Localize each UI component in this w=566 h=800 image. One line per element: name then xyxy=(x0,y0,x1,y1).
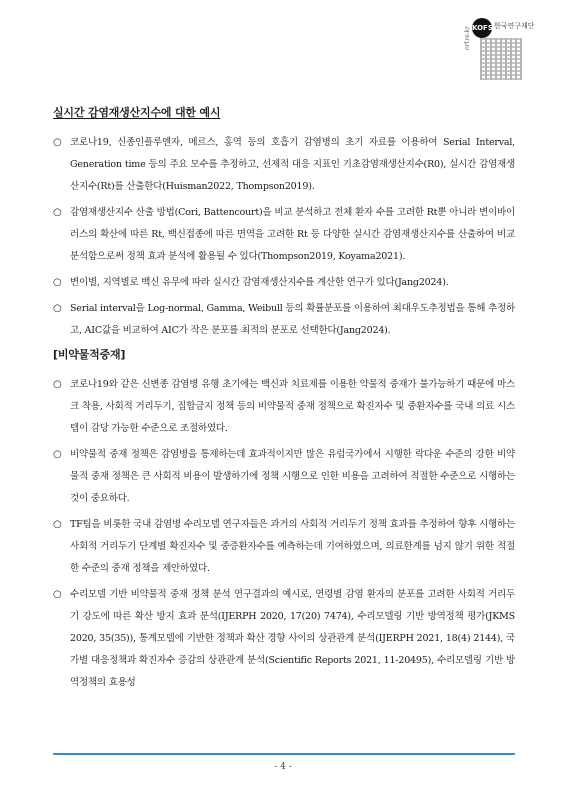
list-item-text: TF팀을 비롯한 국내 감염병 수리모델 연구자들은 과거의 사회적 거리두기 정책 효과를 추정하여 향후 시행하는 사회적 거리두기 단계별 확진자수 및 중증환자수를 예측하는데 기여하였으며, 의료한계를 넘지 않기 위한 적절한 수준의 중재 정책을 제안하였다. xyxy=(70,519,515,574)
bullet-icon: ○ xyxy=(53,379,62,390)
list-item xyxy=(53,132,515,198)
list-item-text: 수리모델 기반 비약물적 중재 정책 분석 연구결과의 예시로, 연령별 감염 환자의 분포를 고려한 사회적 거리두기 강도에 따른 확산 방지 효과 분석(IJERPH 2020, 17(20) 7474), 수리모델링 기반 방역정책 평가(JKMS 2020, 35(35)), 통계모델에 기반한 정책과 확산 경향 사이의 상관관계 분석(IJERPH 2021, 18(4) 2144), 국가별 대응정책과 확진자수 증감의 상관관계 분석(Scientific Reports 2021, 11-20495), 수리모델링 기반 방역정책의 효용성 xyxy=(70,589,515,688)
bullet-icon: ○ xyxy=(53,137,62,148)
org-name: 한국연구재단 xyxy=(494,22,535,30)
list-item-text: 코로나19, 신종인플루엔자, 메르스, 홍역 등의 호흡기 감염병의 초기 자료를 이용하여 Serial Interval, Generation time 등의 주요 모수를 추정하고, 선제적 대응 지표인 기초감염재생산지수(R0), 실시간 감염재생산지수(Rt)를 산출한다(Huisman2022, Thompson2019). xyxy=(70,137,515,192)
side-text: nrf.re.kr xyxy=(464,26,471,50)
list-item xyxy=(53,444,515,510)
list-item-text: 비약물적 중재 정책은 감염병을 통제하는데 효과적이지만 많은 유럽국가에서 시행한 락다운 수준의 강한 비약물적 중재 정책은 큰 사회적 비용이 발생하기에 정책 시행으로 인한 비용을 고려하여 적절한 수준으로 시행하는 것이 중요하다. xyxy=(70,449,515,504)
page-number: - 4 - xyxy=(274,762,292,772)
bullet-icon: ○ xyxy=(53,303,62,314)
bullet-icon: ○ xyxy=(53,519,62,530)
list-item xyxy=(53,272,515,294)
list-item xyxy=(53,298,515,342)
list-item-text: 변이별, 지역별로 백신 유무에 따라 실시간 감염재생산지수를 계산한 연구가 있다(Jang2024). xyxy=(70,277,449,288)
list-item xyxy=(53,514,515,580)
list-item-text: 감염재생산지수 산출 방법(Cori, Battencourt)을 비교 분석하고 전체 환자 수를 고려한 Rt뿐 아니라 변이바이러스의 확산에 따른 Rt, 백신접종에 따른 면역을 고려한 Rt 등 다양한 실시간 감염재생산지수를 산출하여 비교 분석함으로써 정책 효과 분석에 활용될 수 있다(Thompson2019, Koyama2021). xyxy=(70,207,515,262)
section-title: [비약물적중재] xyxy=(53,348,126,361)
list-item xyxy=(53,374,515,440)
bullet-icon: ○ xyxy=(53,277,62,288)
list-item xyxy=(53,584,515,694)
document-body xyxy=(53,104,515,698)
logo-mark-icon: KOFST xyxy=(472,18,492,38)
qr-code-icon xyxy=(480,38,522,80)
bullet-icon: ○ xyxy=(53,589,62,600)
list-item-text: Serial interval을 Log-normal, Gamma, Weibull 등의 확률분포를 이용하여 최대우도추정법을 통해 추정하고, AIC값을 비교하여 AIC가 작은 분포를 최적의 분포로 선택한다(Jang2024). xyxy=(70,303,515,336)
section-title: 실시간 감염재생산지수에 대한 예시 xyxy=(53,106,221,119)
list-item xyxy=(53,202,515,268)
bullet-icon: ○ xyxy=(53,207,62,218)
header-logo xyxy=(464,14,540,70)
list-item-text: 코로나19와 같은 신변종 감염병 유행 초기에는 백신과 치료제를 이용한 약물적 중재가 불가능하기 때문에 마스크 착용, 사회적 거리두기, 집합금지 정책 등의 비약물적 중재 정책으로 확진자수 및 중환자수를 국내 의료 시스템이 감당 가능한 수준으로 조절하였다. xyxy=(70,379,515,434)
bullet-icon: ○ xyxy=(53,449,62,460)
footer-divider xyxy=(53,753,515,755)
